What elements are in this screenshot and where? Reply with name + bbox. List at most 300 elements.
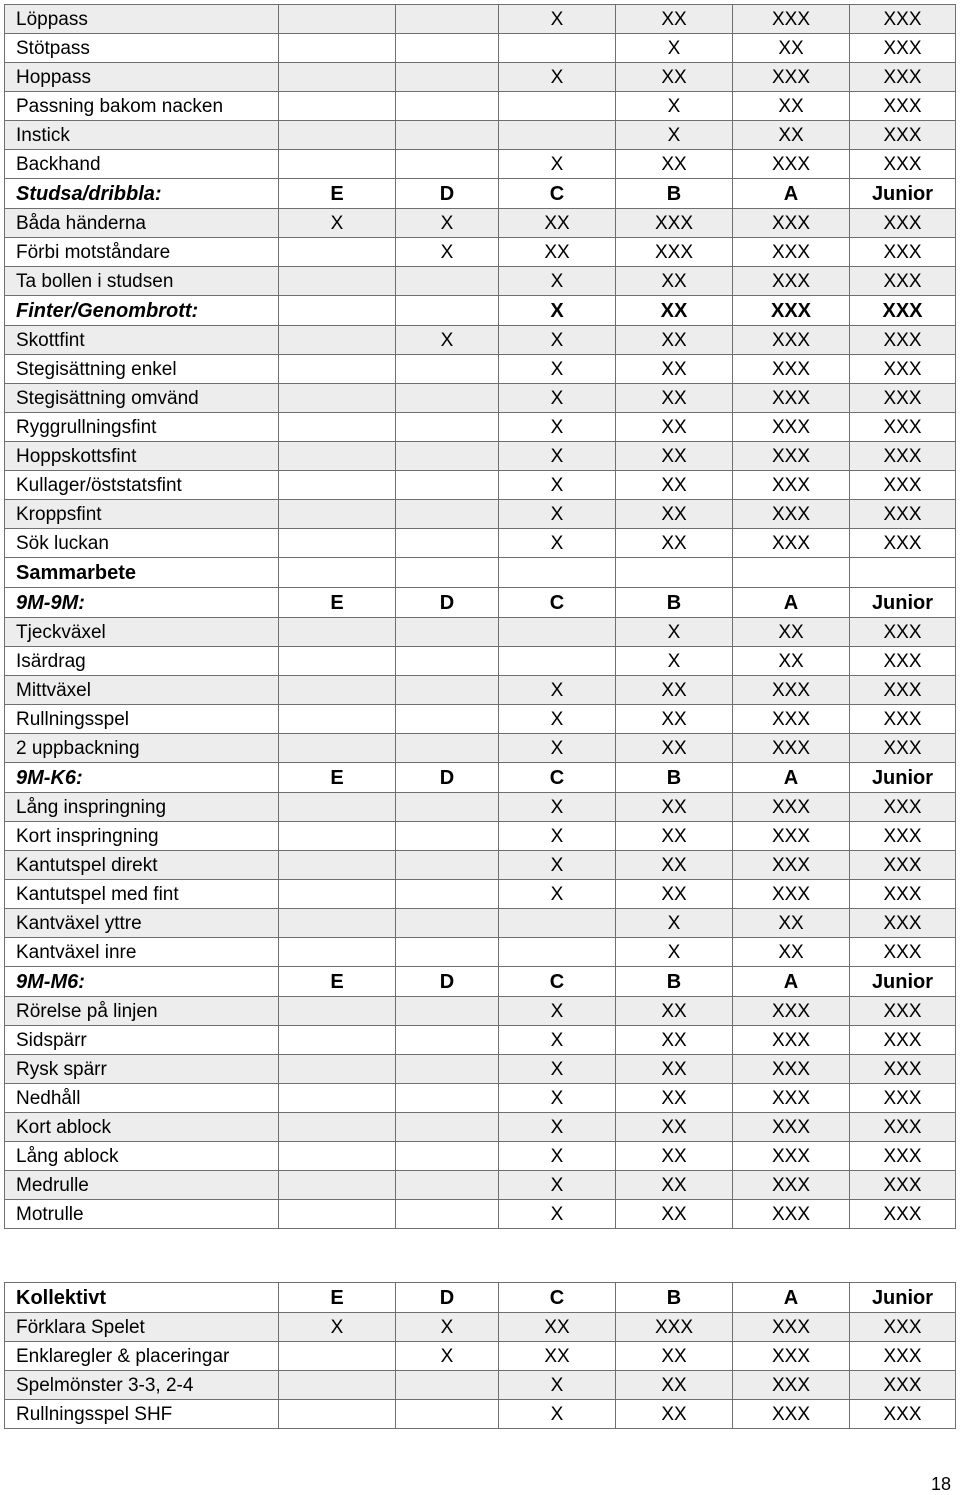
level-cell bbox=[499, 938, 616, 967]
level-cell: XXX bbox=[733, 500, 850, 529]
level-cell: XX bbox=[616, 1113, 733, 1142]
skills-table-body bbox=[5, 5, 956, 1229]
level-cell: X bbox=[616, 92, 733, 121]
level-cell: XXX bbox=[850, 121, 956, 150]
level-cell: X bbox=[499, 997, 616, 1026]
level-cell: C bbox=[499, 967, 616, 997]
table-row bbox=[5, 5, 956, 34]
row-label: Sidspärr bbox=[5, 1026, 279, 1055]
level-cell bbox=[279, 121, 396, 150]
level-cell: XXX bbox=[850, 793, 956, 822]
level-cell bbox=[279, 296, 396, 326]
level-cell: XX bbox=[616, 1084, 733, 1113]
level-cell: XXX bbox=[850, 529, 956, 558]
row-label: Kantväxel inre bbox=[5, 938, 279, 967]
level-cell: XXX bbox=[616, 209, 733, 238]
level-cell bbox=[499, 647, 616, 676]
level-cell: XX bbox=[616, 705, 733, 734]
level-cell: Junior bbox=[850, 588, 956, 618]
table-row bbox=[5, 793, 956, 822]
level-cell: XXX bbox=[850, 500, 956, 529]
level-cell: A bbox=[733, 1283, 850, 1313]
level-cell bbox=[396, 500, 499, 529]
level-cell: D bbox=[396, 763, 499, 793]
level-cell: XX bbox=[616, 793, 733, 822]
table-row bbox=[5, 1055, 956, 1084]
level-cell: XXX bbox=[733, 413, 850, 442]
level-cell bbox=[279, 529, 396, 558]
level-cell: XXX bbox=[850, 734, 956, 763]
page-number: 18 bbox=[931, 1474, 952, 1494]
level-cell bbox=[279, 676, 396, 705]
level-cell: XXX bbox=[733, 209, 850, 238]
level-cell: XXX bbox=[850, 413, 956, 442]
level-cell: B bbox=[616, 179, 733, 209]
level-cell: E bbox=[279, 179, 396, 209]
level-cell: D bbox=[396, 179, 499, 209]
level-cell: XXX bbox=[733, 1142, 850, 1171]
row-label: Mittväxel bbox=[5, 676, 279, 705]
level-cell bbox=[499, 121, 616, 150]
level-cell: XXX bbox=[850, 150, 956, 179]
level-cell: XXX bbox=[733, 150, 850, 179]
table-row bbox=[5, 150, 956, 179]
level-cell: XXX bbox=[850, 5, 956, 34]
level-cell bbox=[396, 1026, 499, 1055]
row-label: Stötpass bbox=[5, 34, 279, 63]
level-cell bbox=[279, 1142, 396, 1171]
level-cell: X bbox=[616, 34, 733, 63]
level-cell: XXX bbox=[850, 92, 956, 121]
level-cell bbox=[396, 442, 499, 471]
level-cell bbox=[279, 267, 396, 296]
level-cell: X bbox=[499, 676, 616, 705]
level-cell: XX bbox=[616, 1400, 733, 1429]
level-cell: XXX bbox=[850, 296, 956, 326]
table-row bbox=[5, 997, 956, 1026]
level-cell: XXX bbox=[850, 1171, 956, 1200]
level-cell bbox=[396, 851, 499, 880]
level-cell bbox=[279, 938, 396, 967]
row-label: Stegisättning enkel bbox=[5, 355, 279, 384]
collective-table bbox=[4, 1282, 956, 1429]
level-cell: Junior bbox=[850, 763, 956, 793]
row-label: Rullningsspel bbox=[5, 705, 279, 734]
level-cell: XXX bbox=[850, 238, 956, 267]
level-cell bbox=[396, 647, 499, 676]
level-cell: XXX bbox=[733, 822, 850, 851]
row-label: Isärdrag bbox=[5, 647, 279, 676]
level-cell: X bbox=[279, 209, 396, 238]
level-cell: X bbox=[499, 1171, 616, 1200]
level-cell: XXX bbox=[850, 822, 956, 851]
level-cell bbox=[396, 997, 499, 1026]
level-cell: XXX bbox=[850, 442, 956, 471]
level-cell: X bbox=[499, 1055, 616, 1084]
table-row bbox=[5, 92, 956, 121]
level-cell: XX bbox=[733, 938, 850, 967]
level-cell: XXX bbox=[733, 5, 850, 34]
level-cell: XXX bbox=[733, 529, 850, 558]
level-cell bbox=[733, 558, 850, 588]
level-cell: C bbox=[499, 588, 616, 618]
level-cell: B bbox=[616, 1283, 733, 1313]
row-label: Medrulle bbox=[5, 1171, 279, 1200]
level-cell bbox=[396, 1171, 499, 1200]
level-cell: X bbox=[499, 1142, 616, 1171]
level-cell: X bbox=[499, 384, 616, 413]
level-cell: XXX bbox=[850, 997, 956, 1026]
level-cell: XX bbox=[616, 676, 733, 705]
level-cell: X bbox=[396, 1342, 499, 1371]
level-cell: XX bbox=[499, 1313, 616, 1342]
level-cell: Junior bbox=[850, 967, 956, 997]
level-cell: XX bbox=[616, 1142, 733, 1171]
level-cell: XXX bbox=[733, 471, 850, 500]
level-cell bbox=[279, 618, 396, 647]
level-cell: B bbox=[616, 967, 733, 997]
level-cell: XXX bbox=[733, 734, 850, 763]
level-cell: XXX bbox=[850, 909, 956, 938]
level-cell: XXX bbox=[733, 384, 850, 413]
level-cell bbox=[279, 1200, 396, 1229]
level-cell: C bbox=[499, 763, 616, 793]
row-label: Kantutspel direkt bbox=[5, 851, 279, 880]
level-cell: XXX bbox=[733, 1171, 850, 1200]
table-row bbox=[5, 1313, 956, 1342]
level-cell: X bbox=[396, 326, 499, 355]
row-label: Förbi motståndare bbox=[5, 238, 279, 267]
level-cell: X bbox=[499, 442, 616, 471]
level-cell: X bbox=[499, 793, 616, 822]
table-row bbox=[5, 734, 956, 763]
table-row bbox=[5, 34, 956, 63]
level-cell: XX bbox=[616, 471, 733, 500]
level-cell: XXX bbox=[733, 1400, 850, 1429]
row-label: Lång inspringning bbox=[5, 793, 279, 822]
level-cell bbox=[396, 558, 499, 588]
level-cell bbox=[396, 296, 499, 326]
level-cell bbox=[396, 5, 499, 34]
level-cell: XX bbox=[499, 209, 616, 238]
level-cell: XX bbox=[733, 909, 850, 938]
level-cell: XXX bbox=[850, 1400, 956, 1429]
row-label: Kort inspringning bbox=[5, 822, 279, 851]
table-row bbox=[5, 209, 956, 238]
level-cell: E bbox=[279, 588, 396, 618]
level-cell: XXX bbox=[733, 997, 850, 1026]
level-cell: XXX bbox=[850, 355, 956, 384]
level-cell bbox=[279, 1400, 396, 1429]
level-cell bbox=[279, 705, 396, 734]
level-cell bbox=[396, 1055, 499, 1084]
level-cell: X bbox=[499, 1084, 616, 1113]
level-cell bbox=[616, 558, 733, 588]
row-label: Enklaregler & placeringar bbox=[5, 1342, 279, 1371]
level-cell: A bbox=[733, 588, 850, 618]
level-cell: X bbox=[499, 734, 616, 763]
table-row bbox=[5, 1342, 956, 1371]
level-cell bbox=[396, 734, 499, 763]
row-label: Ta bollen i studsen bbox=[5, 267, 279, 296]
table-row bbox=[5, 647, 956, 676]
level-cell bbox=[499, 618, 616, 647]
level-cell: XX bbox=[616, 384, 733, 413]
row-label: Finter/Genombrott: bbox=[5, 296, 279, 326]
level-cell: XXX bbox=[733, 63, 850, 92]
table-row bbox=[5, 1371, 956, 1400]
row-label: Backhand bbox=[5, 150, 279, 179]
level-cell bbox=[279, 822, 396, 851]
level-cell: XXX bbox=[733, 442, 850, 471]
level-cell bbox=[850, 558, 956, 588]
level-cell: XXX bbox=[850, 705, 956, 734]
level-cell: XXX bbox=[733, 1055, 850, 1084]
level-cell: XXX bbox=[733, 267, 850, 296]
level-cell bbox=[279, 909, 396, 938]
level-cell: XX bbox=[616, 1371, 733, 1400]
level-cell bbox=[279, 442, 396, 471]
table-row bbox=[5, 1200, 956, 1229]
level-cell: XXX bbox=[733, 238, 850, 267]
level-cell: XXX bbox=[850, 676, 956, 705]
level-cell: XX bbox=[733, 618, 850, 647]
level-cell: X bbox=[499, 1400, 616, 1429]
level-cell: X bbox=[499, 296, 616, 326]
level-cell: X bbox=[499, 326, 616, 355]
row-label: Förklara Spelet bbox=[5, 1313, 279, 1342]
row-label: Hoppskottsfint bbox=[5, 442, 279, 471]
level-cell: X bbox=[616, 909, 733, 938]
level-cell: XXX bbox=[850, 209, 956, 238]
level-cell: XX bbox=[616, 413, 733, 442]
level-cell: XXX bbox=[733, 851, 850, 880]
level-cell: XXX bbox=[850, 326, 956, 355]
level-cell: XX bbox=[499, 1342, 616, 1371]
level-cell: B bbox=[616, 588, 733, 618]
level-cell: XXX bbox=[850, 851, 956, 880]
level-cell: XX bbox=[616, 734, 733, 763]
level-cell: X bbox=[499, 5, 616, 34]
row-label: Passning bakom nacken bbox=[5, 92, 279, 121]
level-cell bbox=[279, 1084, 396, 1113]
level-cell: X bbox=[499, 1371, 616, 1400]
table-row bbox=[5, 355, 956, 384]
level-cell: XX bbox=[616, 880, 733, 909]
level-cell: X bbox=[499, 267, 616, 296]
level-cell: XXX bbox=[850, 267, 956, 296]
row-label: Studsa/dribbla: bbox=[5, 179, 279, 209]
level-cell bbox=[279, 238, 396, 267]
row-label: Kullager/öststatsfint bbox=[5, 471, 279, 500]
level-cell bbox=[499, 558, 616, 588]
level-cell bbox=[279, 647, 396, 676]
level-cell: XX bbox=[616, 822, 733, 851]
section-header-row bbox=[5, 179, 956, 209]
level-cell: X bbox=[499, 851, 616, 880]
level-cell bbox=[279, 734, 396, 763]
level-cell bbox=[279, 63, 396, 92]
level-cell: XXX bbox=[850, 1313, 956, 1342]
level-cell: XX bbox=[616, 500, 733, 529]
level-cell: XXX bbox=[733, 705, 850, 734]
level-cell: D bbox=[396, 588, 499, 618]
level-cell: XX bbox=[616, 150, 733, 179]
level-cell: XXX bbox=[850, 34, 956, 63]
level-cell: XX bbox=[616, 1342, 733, 1371]
section-header-row bbox=[5, 588, 956, 618]
table-row bbox=[5, 442, 956, 471]
table-row bbox=[5, 909, 956, 938]
table-row bbox=[5, 384, 956, 413]
row-label: Kollektivt bbox=[5, 1283, 279, 1313]
collective-table-body bbox=[5, 1283, 956, 1429]
level-cell bbox=[279, 34, 396, 63]
level-cell: XXX bbox=[850, 1142, 956, 1171]
level-cell: X bbox=[499, 150, 616, 179]
level-cell: XX bbox=[616, 1026, 733, 1055]
level-cell: XXX bbox=[616, 238, 733, 267]
table-row bbox=[5, 63, 956, 92]
level-cell bbox=[396, 34, 499, 63]
level-cell: XXX bbox=[850, 1026, 956, 1055]
level-cell bbox=[396, 705, 499, 734]
level-cell: XX bbox=[616, 1200, 733, 1229]
table-row bbox=[5, 529, 956, 558]
level-cell bbox=[279, 880, 396, 909]
row-label: Rullningsspel SHF bbox=[5, 1400, 279, 1429]
section-header-row bbox=[5, 1283, 956, 1313]
section-header-row bbox=[5, 296, 956, 326]
level-cell: XX bbox=[733, 92, 850, 121]
level-cell: A bbox=[733, 763, 850, 793]
level-cell: XX bbox=[733, 121, 850, 150]
table-row bbox=[5, 1400, 956, 1429]
table-row bbox=[5, 618, 956, 647]
level-cell: XX bbox=[616, 1055, 733, 1084]
level-cell: D bbox=[396, 967, 499, 997]
row-label: Nedhåll bbox=[5, 1084, 279, 1113]
level-cell: XX bbox=[499, 238, 616, 267]
level-cell: XXX bbox=[850, 471, 956, 500]
level-cell: X bbox=[499, 500, 616, 529]
level-cell: C bbox=[499, 179, 616, 209]
row-label: Lång ablock bbox=[5, 1142, 279, 1171]
level-cell bbox=[279, 1342, 396, 1371]
level-cell: XXX bbox=[733, 1371, 850, 1400]
level-cell bbox=[279, 1171, 396, 1200]
row-label: Skottfint bbox=[5, 326, 279, 355]
level-cell: XXX bbox=[733, 880, 850, 909]
level-cell: D bbox=[396, 1283, 499, 1313]
row-label: 9M-K6: bbox=[5, 763, 279, 793]
level-cell: XX bbox=[616, 1171, 733, 1200]
level-cell: XX bbox=[616, 851, 733, 880]
level-cell bbox=[279, 1026, 396, 1055]
level-cell bbox=[279, 413, 396, 442]
level-cell: X bbox=[396, 238, 499, 267]
level-cell: XX bbox=[616, 267, 733, 296]
level-cell: X bbox=[499, 1113, 616, 1142]
table-row bbox=[5, 121, 956, 150]
level-cell bbox=[396, 471, 499, 500]
level-cell bbox=[396, 1113, 499, 1142]
level-cell: X bbox=[616, 647, 733, 676]
level-cell bbox=[279, 471, 396, 500]
level-cell: XXX bbox=[850, 1342, 956, 1371]
table-row bbox=[5, 471, 956, 500]
level-cell: X bbox=[499, 880, 616, 909]
row-label: Kantväxel yttre bbox=[5, 909, 279, 938]
level-cell: XXX bbox=[733, 1113, 850, 1142]
level-cell bbox=[396, 63, 499, 92]
level-cell: XXX bbox=[850, 1055, 956, 1084]
level-cell: XX bbox=[616, 997, 733, 1026]
table-row bbox=[5, 238, 956, 267]
level-cell: XXX bbox=[850, 1113, 956, 1142]
level-cell: X bbox=[279, 1313, 396, 1342]
table-row bbox=[5, 1026, 956, 1055]
table-row bbox=[5, 705, 956, 734]
skills-table bbox=[4, 4, 956, 1229]
row-label: Rörelse på linjen bbox=[5, 997, 279, 1026]
level-cell: X bbox=[499, 413, 616, 442]
level-cell bbox=[279, 1113, 396, 1142]
table-row bbox=[5, 938, 956, 967]
level-cell bbox=[396, 413, 499, 442]
row-label: Kort ablock bbox=[5, 1113, 279, 1142]
level-cell bbox=[279, 1055, 396, 1084]
level-cell: XXX bbox=[850, 618, 956, 647]
level-cell: X bbox=[499, 822, 616, 851]
level-cell bbox=[396, 355, 499, 384]
level-cell: XXX bbox=[850, 63, 956, 92]
level-cell: X bbox=[499, 63, 616, 92]
level-cell bbox=[396, 92, 499, 121]
level-cell bbox=[396, 1371, 499, 1400]
level-cell bbox=[279, 500, 396, 529]
row-label: Spelmönster 3-3, 2-4 bbox=[5, 1371, 279, 1400]
level-cell: XXX bbox=[733, 676, 850, 705]
level-cell: XX bbox=[616, 442, 733, 471]
level-cell: XX bbox=[616, 326, 733, 355]
level-cell bbox=[279, 326, 396, 355]
table-row bbox=[5, 851, 956, 880]
section-header-row bbox=[5, 967, 956, 997]
level-cell bbox=[396, 909, 499, 938]
table-row bbox=[5, 1142, 956, 1171]
row-label: Tjeckväxel bbox=[5, 618, 279, 647]
level-cell: A bbox=[733, 179, 850, 209]
level-cell bbox=[279, 997, 396, 1026]
level-cell: XXX bbox=[850, 384, 956, 413]
level-cell bbox=[396, 121, 499, 150]
row-label: 2 uppbackning bbox=[5, 734, 279, 763]
level-cell: E bbox=[279, 967, 396, 997]
table-row bbox=[5, 500, 956, 529]
level-cell bbox=[499, 92, 616, 121]
level-cell bbox=[396, 1084, 499, 1113]
row-label: Motrulle bbox=[5, 1200, 279, 1229]
table-row bbox=[5, 267, 956, 296]
level-cell: XXX bbox=[850, 1371, 956, 1400]
level-cell: A bbox=[733, 967, 850, 997]
level-cell: X bbox=[616, 121, 733, 150]
level-cell bbox=[279, 384, 396, 413]
level-cell bbox=[396, 150, 499, 179]
level-cell: Junior bbox=[850, 1283, 956, 1313]
level-cell bbox=[396, 822, 499, 851]
